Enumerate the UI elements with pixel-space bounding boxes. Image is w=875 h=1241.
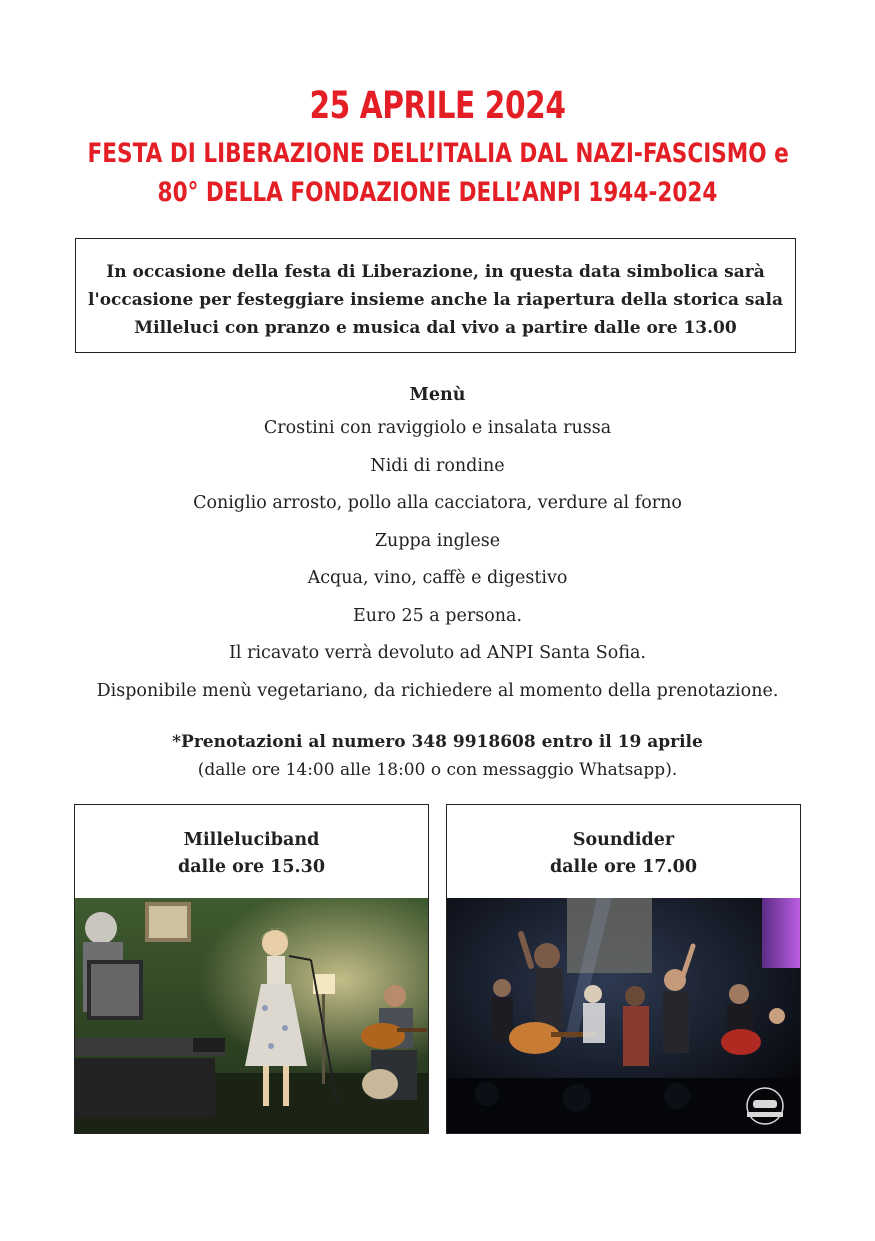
- event-subtitle-line-2: 80° DELLA FONDAZIONE DELL’ANPI 1944-2024: [157, 177, 718, 208]
- band-card-milleluciband: [74, 804, 429, 1134]
- event-subtitle-line-1: FESTA DI LIBERAZIONE DELL’ITALIA DAL NAZI-FASCISMO e: [87, 138, 789, 169]
- menu-item: Zuppa inglese: [374, 530, 501, 551]
- intro-box: [75, 238, 796, 353]
- menu-item: Il ricavato verrà devoluto ad ANPI Santa Sofia.: [229, 643, 646, 663]
- menu-title: Menù: [409, 385, 466, 405]
- intro-line-3: Milleluci con pranzo e musica dal vivo a partire dalle ore 13.00: [134, 318, 737, 338]
- booking-phone-line: *Prenotazioni al numero 348 9918608 entro il 19 aprile: [172, 732, 703, 752]
- booking-hours-line: (dalle ore 14:00 alle 18:00 o con messaggio Whatsapp).: [197, 760, 678, 780]
- menu-item: Coniglio arrosto, pollo alla cacciatora, verdure al forno: [193, 493, 682, 513]
- band-name: Milleluciband: [183, 830, 320, 850]
- booking-info: [0, 728, 875, 784]
- band-card-header: [75, 805, 428, 898]
- menu-item: Disponibile menù vegetariano, da richiedere al momento della prenotazione.: [96, 680, 779, 701]
- band-name: Soundider: [572, 830, 675, 850]
- band-photo-milleluciband: [75, 898, 428, 1133]
- band-time: dalle ore 17.00: [549, 857, 697, 877]
- event-header: [0, 84, 875, 212]
- intro-line-2: l'occasione per festeggiare insieme anche la riapertura della storica sala: [88, 290, 783, 310]
- menu-item: Euro 25 a persona.: [352, 605, 523, 626]
- menu-item: Nidi di rondine: [370, 455, 505, 476]
- band-card-soundider: [446, 804, 801, 1134]
- intro-line-1: In occasione della festa di Liberazione, in questa data simbolica sarà: [106, 262, 765, 282]
- band-card-header: [447, 805, 800, 898]
- menu-item: Crostini con raviggiolo e insalata russa: [263, 418, 612, 438]
- band-photo-soundider: [447, 898, 800, 1133]
- milleluciband-photo-illustration: [75, 898, 428, 1133]
- event-title: 25 APRILE 2024: [309, 84, 566, 127]
- soundider-photo-illustration: [447, 898, 800, 1133]
- menu-section: [0, 380, 875, 710]
- band-time: dalle ore 15.30: [177, 857, 325, 877]
- menu-item: Acqua, vino, caffè e digestivo: [307, 568, 568, 588]
